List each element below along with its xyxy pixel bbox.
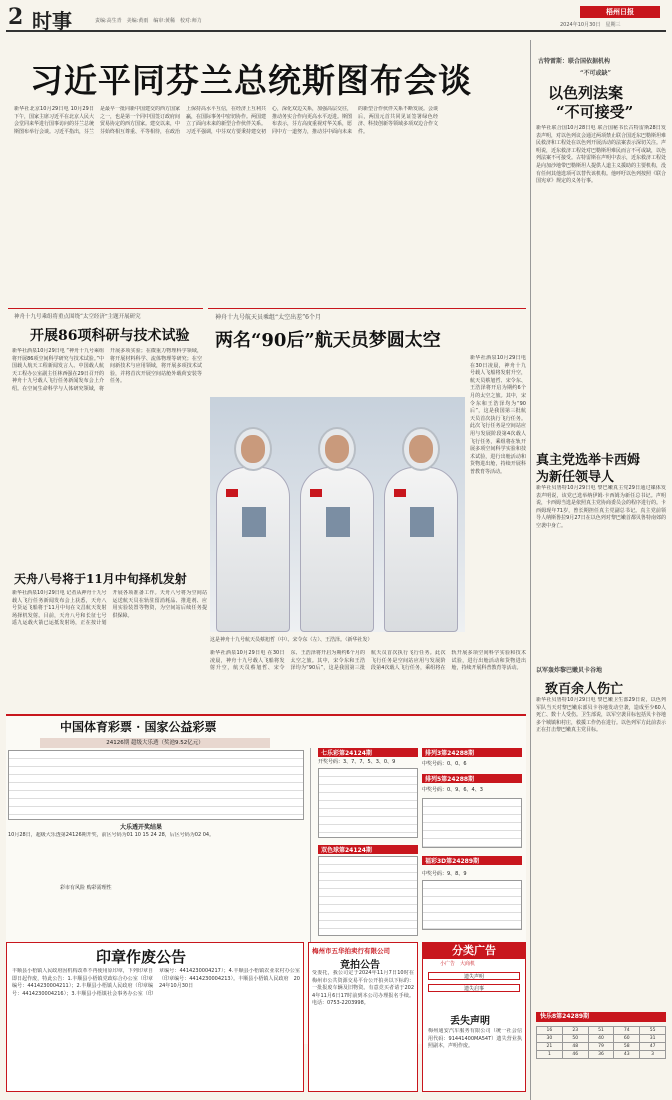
k8-cell: 21 xyxy=(537,1043,563,1051)
k8-cell: 16 xyxy=(537,1027,563,1035)
side1-body: 新华社联合国10月28日电 联合国秘书长古特雷斯28日发表声明，对以色列议会通过两项禁止联合国近东巴勒斯坦难民救济和工程处在以色列开展活动的法案表示深切关注。声明说，近东救济工程处对巴勒斯坦难民而言不可或缺，以色列法案不可接受。古特雷斯在声明中表示，近东救济工程处是向加沙地带巴勒斯坦人提供人道主义援助的主要机构，没有任何其他选项可以替代该机构。他呼吁以色列按照《联合国宪章》规定的义务行事。 xyxy=(536,125,666,185)
auction-title: 竞拍公告 xyxy=(340,960,380,971)
k8-cell: 58 xyxy=(614,1043,640,1051)
lotto-note: 彩市有风险 购彩需理性 xyxy=(60,885,112,891)
ssq-head: 双色球第24124期 xyxy=(318,845,418,854)
k8-cell: 55 xyxy=(640,1027,666,1035)
lead-headline: 习近平同芬兰总统斯图布会谈 xyxy=(30,61,472,100)
k8-cell: 74 xyxy=(614,1027,640,1035)
fc3d-head: 福彩3D第24289期 xyxy=(422,856,522,865)
k8-cell: 40 xyxy=(588,1035,614,1043)
side1-title2: “不可接受” xyxy=(556,103,634,121)
k8-cell: 47 xyxy=(640,1043,666,1051)
fc3d-table xyxy=(422,880,522,930)
p5-numbers: 中奖号码：0、9、6、4、3 xyxy=(422,787,483,793)
k8-row xyxy=(537,1027,666,1035)
p3-head: 排列3第24288期 xyxy=(422,748,522,757)
k8-row xyxy=(537,1035,666,1043)
ad-lost-title: 丢失声明 xyxy=(450,1016,490,1027)
p3-numbers: 中奖号码：0、0、6 xyxy=(422,761,467,767)
k8-cell: 60 xyxy=(614,1035,640,1043)
ad-row: 遗失声明 xyxy=(428,972,520,980)
story4-body: 新华社酒泉10月29日电 记者从神舟十九号载人飞行任务新闻发布会上获悉，天舟八号货运飞船将于11月中旬在文昌航天发射场择机发射。目前，天舟八号和长征七号遥九运载火箭已运抵发射场，正在按计划开展各项准备工作。天舟八号将为空间站运送航天员在轨驻留消耗品、推进剂、应用实验装置等物资，为空间站后续任务提供保障。 xyxy=(12,590,207,627)
section-title: 时事 xyxy=(32,9,72,33)
page-number: 2 xyxy=(8,4,24,30)
side2-title: 真主党选举卡西姆 xyxy=(536,453,641,468)
classified-sub: 小广告 大商机 xyxy=(440,961,476,967)
k8-cell: 50 xyxy=(562,1035,588,1043)
k8-cell: 3 xyxy=(640,1051,666,1059)
side1-title: 以色列法案 xyxy=(548,84,624,102)
astronaut-figure xyxy=(214,427,292,632)
astronaut-figure xyxy=(298,427,376,632)
story3-kicker: 神舟十九号乘组将重点围绕“太空经济”主题开展研究 xyxy=(14,314,141,320)
ad-row: 遗失启事 xyxy=(428,984,520,992)
story2-side-text: 新华社酒泉10月29日电 在30日凌晨，神舟十九号载人飞船将发射升空，航天员蔡旭哲、宋令东、王浩泽将开启为期约6个月的太空之旅。其中，宋令东和王浩泽均为“90后”，这是我国第三批航天员首次执行飞行任务。此次飞行任务是空间站应用与发展阶段第4次载人飞行任务，乘组将在轨开展多项空间科学实验和技术试验，进行出舱活动和货物进出舱，持续开展科普教育等活动。 xyxy=(470,355,526,475)
side1-kicker2: “不可或缺” xyxy=(580,70,611,77)
k8-cell: 51 xyxy=(588,1027,614,1035)
auction-body: 受委托，我公司定于2024年11月7日10时在梅州市公共资源交易平台公开拍卖以下标的：一批报废车辆及旧物资。有意竞买者请于2024年11月6日17时前到本公司办理报名手续。电话：0753-2203998。 xyxy=(312,970,414,1007)
k8-row xyxy=(537,1043,666,1051)
lotto-b1: 10月28日，超级大乐透第24126期开奖，前区号码为01 10 15 24 28，后区号码为02 04。 xyxy=(8,832,215,838)
lotto-prize-table xyxy=(8,750,304,820)
k8-cell: 48 xyxy=(562,1043,588,1051)
ssq-table xyxy=(318,856,418,936)
issue-date: 2024年10月30日 星期三 xyxy=(560,22,621,28)
side2-body: 新华社贝鲁特10月29日电 黎巴嫩真主党29日通过媒体发表声明说，该党已选举纳伊姆·卡西姆为新任总书记。声明说，卡西姆当选是依照真主党协商委员会的程序进行的。卡西姆现年71岁，曾长期担任真主党副总书记。真主党前领导人纳斯鲁拉9月27日在以色列对黎巴嫩首都贝鲁特南郊的空袭中身亡。 xyxy=(536,485,666,529)
side3-body: 新华社贝鲁特10月29日电 黎巴嫩卫生部29日说，以色列军队当天对黎巴嫩东部贝卡谷地发动空袭，造成至少60人死亡、数十人受伤。卫生部说，以军空袭目标包括贝卡谷地多个城镇和村庄，救援工作仍在进行。以色列军方此前表示正在打击黎巴嫩真主党目标。 xyxy=(536,697,666,734)
k8-head: 快乐8第24289期 xyxy=(536,1012,666,1022)
qlc-head: 七乐彩第24124期 xyxy=(318,748,418,757)
side3-kicker: 以军轰炸黎巴嫩贝卡谷地 xyxy=(536,667,603,674)
story3-rule xyxy=(8,308,203,309)
photo-caption: 这是神舟十九号航天员蔡旭哲（中）、宋令东（左）、王浩泽。（新华社发） xyxy=(210,637,373,643)
p5-head: 排列5第24288期 xyxy=(422,774,522,783)
k8-cell: 31 xyxy=(640,1035,666,1043)
qlc-table xyxy=(318,768,418,838)
story2-kicker: 神舟十九号航天员乘组“太空出差”6个月 xyxy=(215,314,321,321)
k8-table xyxy=(536,1026,666,1059)
p5-table xyxy=(422,798,522,848)
k8-cell: 79 xyxy=(588,1043,614,1051)
sports-lottery-head: 中国体育彩票 · 国家公益彩票 xyxy=(60,720,217,734)
classified-head: 分类广告 xyxy=(423,943,525,959)
story2-title: 两名“90后”航天员梦圆太空 xyxy=(215,330,441,351)
fc3d-numbers: 中奖号码：9、8、9 xyxy=(422,871,467,877)
seal-notice-title: 印章作废公告 xyxy=(96,948,187,966)
seal-notice-body: 丰顺县小梧镇人民政府因机构改革不再使用原印章，下列印章自即日起作废，特此公告：1.丰顺县小梧镇党政综合办公室（印章编号：4414230004211）；2.丰顺县小梧镇人民政府（印章编号：4414230004216）；3.丰顺县小梧镇社会事务办公室（印章编号：4414230004217）；4.丰顺县小梧镇农业农村办公室（印章编号：4414230004213）。丰顺县小梧镇人民政府 2024年10月30日 xyxy=(12,968,300,997)
k8-cell: 36 xyxy=(588,1051,614,1059)
story3-body: 新华社酒泉10月29日电 “神舟十九号乘组将开展86项空间科学研究与技术试验。”中国载人航天工程新闻发言人、中国载人航天工程办公室副主任林西强在29日召开的神舟十九号载人飞行任务新闻发布会上介绍。在空间生命科学与人体研究领域，将开展多项实验；在微重力物理科学领域，将开展材料科学、流体物理等研究；在空间新技术与应用领域，将开展多项技术试验，并将首次开展空间站舱外载荷安装等任务。 xyxy=(12,348,202,392)
side3-title: 致百余人伤亡 xyxy=(545,682,624,697)
story3-title: 开展86项科研与技术试验 xyxy=(30,328,190,344)
story4-title: 天舟八号将于11月中旬择机发射 xyxy=(14,572,187,586)
editor-credits: 责编:高生青 美编:黄雨 编审:黄稀 校对:师力 xyxy=(95,18,202,24)
story2-body: 新华社酒泉10月29日电 在30日凌晨，神舟十九号载人飞船将发射升空，航天员蔡旭哲、宋令东、王浩泽将开启为期约6个月的太空之旅。其中，宋令东和王浩泽均为“90后”，这是我国第三批航天员首次执行飞行任务。此次飞行任务是空间站应用与发展阶段第4次载人飞行任务，乘组将在轨开展多项空间科学实验和技术试验，进行出舱活动和货物进出舱，持续开展科普教育等活动。 xyxy=(210,650,526,672)
k8-cell: 1 xyxy=(537,1051,563,1059)
auction-company: 梅州市五华拍卖行有限公司 xyxy=(312,947,390,955)
story2-rule xyxy=(208,308,526,309)
column-divider xyxy=(530,40,531,1100)
lotto-a1: 大乐透开奖结果 xyxy=(120,824,163,831)
side2-title2: 为新任领导人 xyxy=(536,470,615,485)
newspaper-logo: 梧州日报 xyxy=(580,6,660,18)
lotto-sub: 24126期 超级大乐透（奖池9.52亿元） xyxy=(40,738,270,748)
k8-cell: 46 xyxy=(562,1051,588,1059)
side1-kicker: 古特雷斯：联合国依据机构 xyxy=(538,58,611,65)
astronaut-photo xyxy=(210,397,465,632)
lead-body: 新华社北京10月29日电 10月29日下午，国家主席习近平在北京人民大会堂同来华进行国事访问的芬兰总统斯图布举行会谈。习近平指出，芬兰是最早一批同新中国建交的西方国家之一，也是第一个同中国签订政府间贸易协定的西方国家。建交以来，中芬始终相互尊重、平等相待，在政治上保持高水平互信，在经济上互利共赢，在国际事务中密切协作。两国建立了面向未来的新型合作伙伴关系。习近平强调，中芬双方要秉持建交初心，深化双边关系，加强高层交往，推动务实合作向更高水平迈进。斯图布表示，芬方高度重视对华关系，愿同中方一道努力，推动芬中面向未来的新型合作伙伴关系不断发展。会谈后，两国元首共同见证签署绿色经济、科技创新等领域多项双边合作文件。 xyxy=(14,106,439,135)
k8-cell: 23 xyxy=(562,1027,588,1035)
qlc-numbers: 开奖号码：3、7、7、5、3、0、9 xyxy=(318,759,396,765)
astronaut-figure xyxy=(382,427,460,632)
k8-cell: 43 xyxy=(614,1051,640,1059)
ad-lost-body: 梅州通安汽车服务有限公司（统一社会信用代码：91441400MA54T）遗失营业执照副本，声明作废。 xyxy=(428,1028,522,1050)
k8-row xyxy=(537,1051,666,1059)
k8-cell: 30 xyxy=(537,1035,563,1043)
